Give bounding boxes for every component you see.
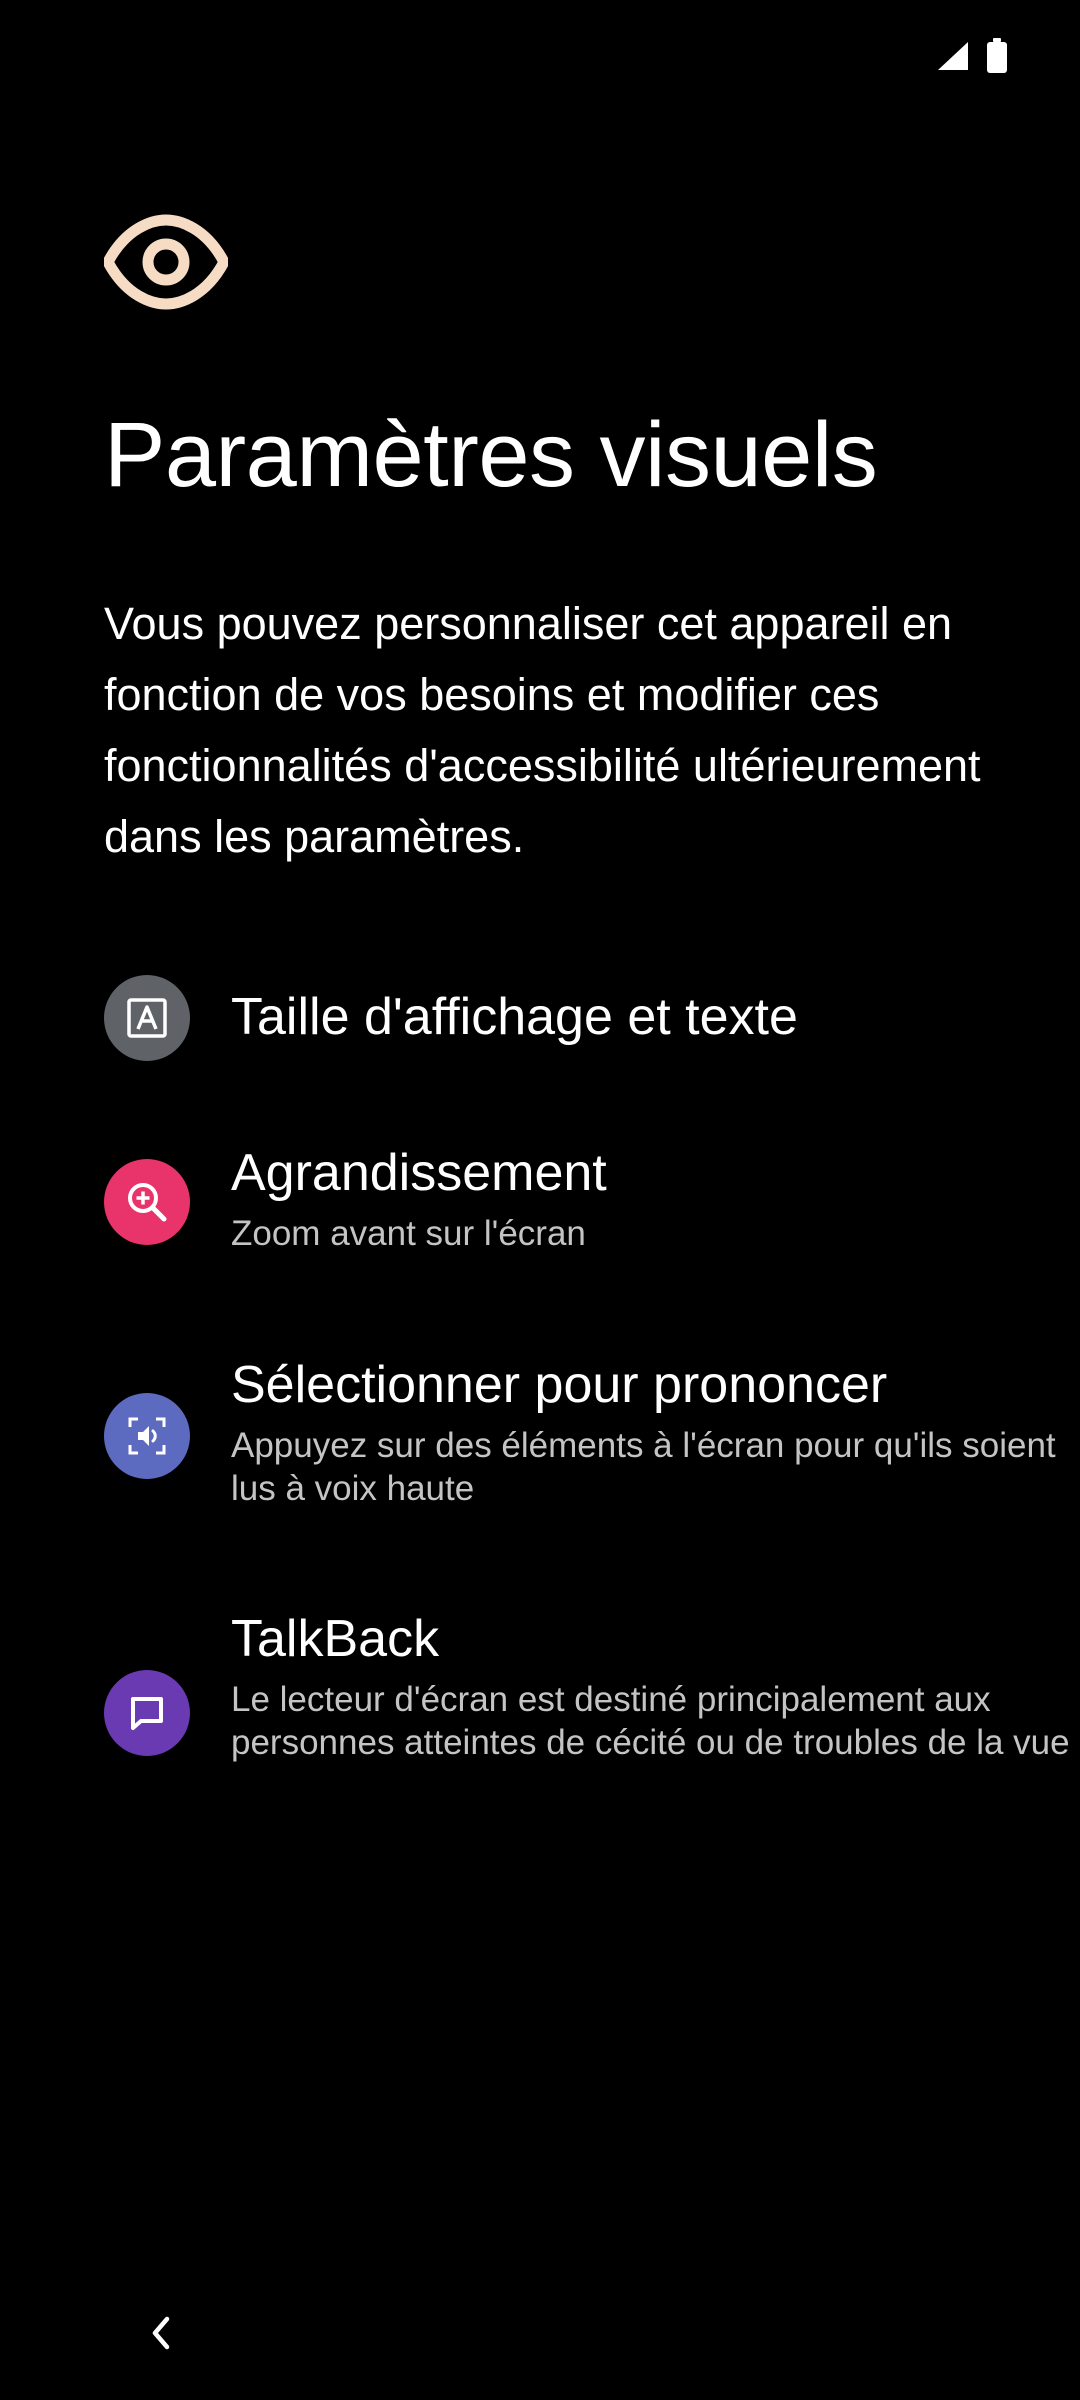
option-select-to-speak[interactable]	[104, 1354, 1056, 1524]
page-description: Vous pouvez personnaliser cet appareil en fonction de vos besoins et modifier ces fonctionnalités d'accessibilité ultérieurement dans les paramètres.	[104, 598, 981, 862]
magnify-plus-icon	[104, 1159, 190, 1245]
option-subtitle: Appuyez sur des éléments à l'écran pour qu'ils soient lus à voix haute	[231, 1426, 1056, 1508]
text-size-icon	[104, 975, 190, 1061]
chevron-left-icon	[147, 2313, 173, 2358]
option-text	[231, 1354, 1080, 1510]
signal-icon	[936, 40, 970, 77]
option-text	[231, 1142, 1080, 1255]
option-talkback[interactable]	[104, 1608, 1070, 1824]
eye-icon	[104, 214, 228, 310]
page-title: Paramètres visuels	[104, 404, 878, 506]
option-text	[231, 1608, 1080, 1764]
option-title: Agrandissement	[231, 1144, 607, 1202]
battery-icon	[986, 38, 1008, 79]
select-to-speak-icon	[104, 1393, 190, 1479]
option-title: Sélectionner pour prononcer	[231, 1356, 888, 1414]
option-display-size-text[interactable]	[104, 972, 1004, 1064]
status-bar	[0, 0, 1080, 120]
back-button[interactable]	[140, 2312, 180, 2358]
status-icons	[936, 38, 1008, 79]
option-magnification[interactable]	[104, 1142, 1004, 1272]
option-subtitle: Zoom avant sur l'écran	[231, 1214, 586, 1253]
option-title: TalkBack	[231, 1610, 440, 1668]
option-title: Taille d'affichage et texte	[231, 988, 798, 1046]
option-subtitle: Le lecteur d'écran est destiné principalement aux personnes atteintes de cécité ou de troubles de la vue	[231, 1680, 1070, 1762]
option-text	[231, 986, 1080, 1048]
talkback-icon	[104, 1670, 190, 1756]
